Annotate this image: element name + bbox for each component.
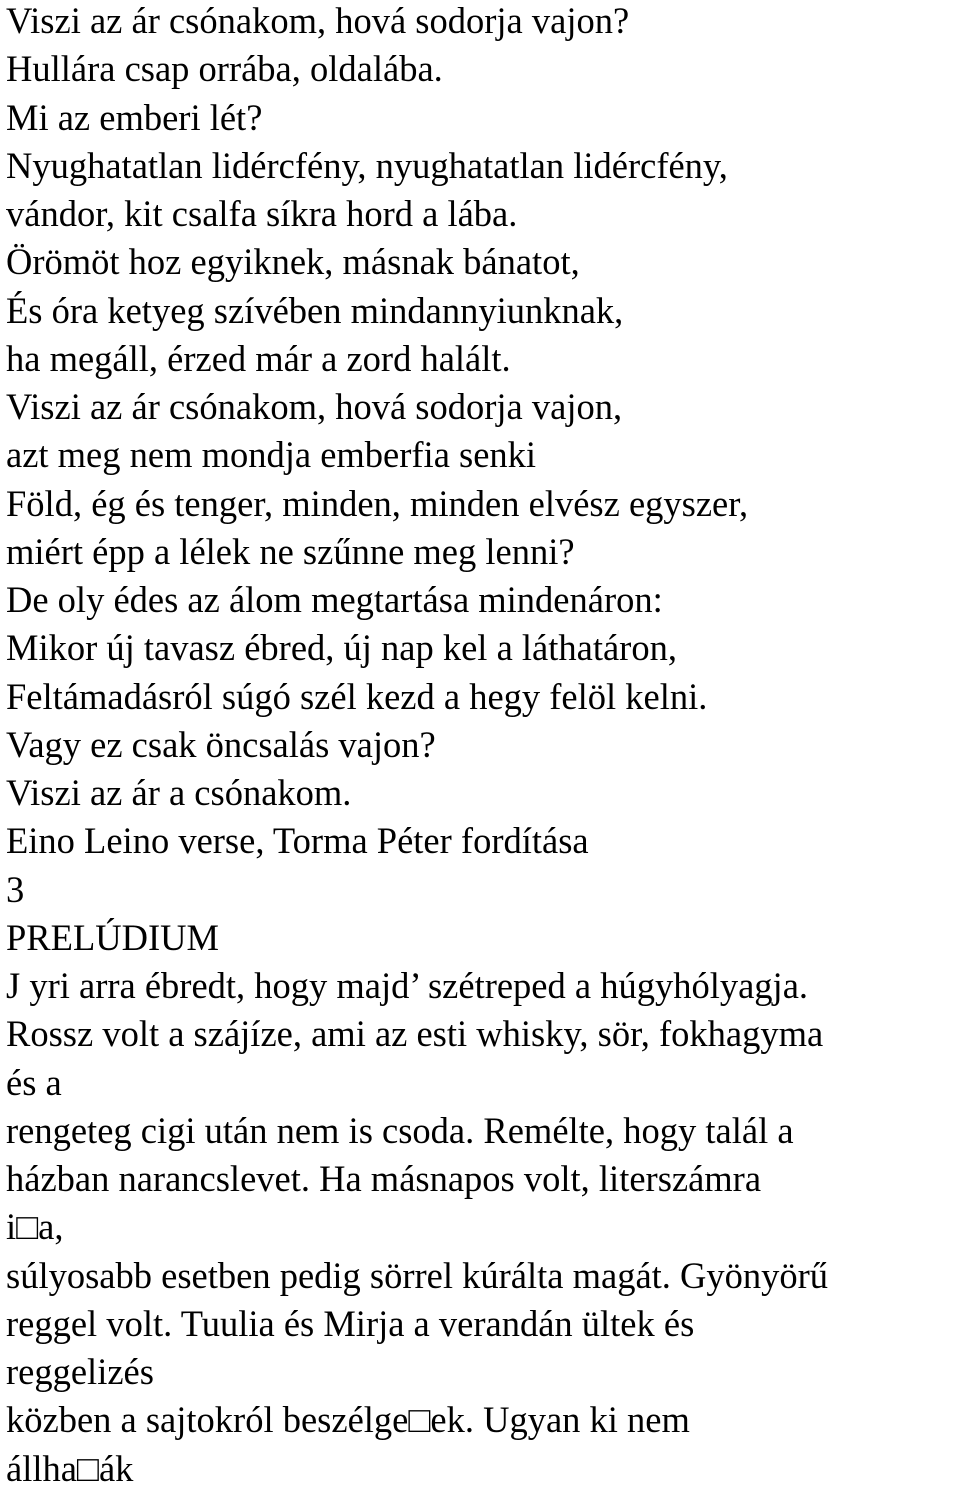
text-line: Hullára csap orrába, oldalába. [6, 48, 443, 90]
text-line: Viszi az ár csónakom, hová sodorja vajon, [6, 386, 623, 427]
text-line: Örömöt hoz egyiknek, másnak bánatot, [6, 241, 580, 283]
text-line: ha megáll, érzed már a zord halált. [6, 337, 511, 379]
document-page [6, 0, 956, 1493]
text-line: reggelizés [6, 1351, 154, 1392]
text-line: Föld, ég és tenger, minden, minden elvész egyszer, [6, 482, 749, 524]
text-line: De oly édes az álom megtartása mindenáron: [6, 579, 663, 620]
text-line: Eino Leino verse, Torma Péter fordítása [6, 820, 589, 862]
text-line: Feltámadásról súgó szél kezd a hegy felöl kelni. [6, 675, 708, 717]
text-line: Rossz volt a szájíze, ami az esti whisky, sör, fokhagyma [6, 1013, 824, 1055]
text-line: Nyughatatlan lidércfény, nyughatatlan lidércfény, [6, 144, 728, 186]
chapter-heading: PRELÚDIUM [6, 916, 219, 958]
text-line: J yri arra ébredt, hogy majd’ szétreped a húgyhólyagja. [6, 965, 809, 1006]
text-line: vándor, kit csalfa síkra hord a lába. [6, 193, 518, 234]
text-line: állha□ák [6, 1447, 134, 1489]
text-line: rengeteg cigi után nem is csoda. Remélte, hogy talál a [6, 1109, 794, 1151]
page-number: 3 [6, 868, 25, 910]
text-line: i□a, [6, 1206, 64, 1248]
text-line: reggel volt. Tuulia és Mirja a verandán ültek és [6, 1302, 695, 1344]
text-line: Mikor új tavasz ébred, új nap kel a láthatáron, [6, 627, 677, 669]
text-line: miért épp a lélek ne szűnne meg lenni? [6, 530, 575, 572]
text-line: és a [6, 1061, 62, 1103]
text-line: Vagy ez csak öncsalás vajon? [6, 723, 436, 765]
text-line: És óra ketyeg szívében mindannyiunknak, [6, 289, 624, 331]
text-line: Mi az emberi lét? [6, 96, 263, 138]
text-line: Viszi az ár a csónakom. [6, 772, 352, 813]
text-line: Viszi az ár csónakom, hová sodorja vajon? [6, 0, 630, 41]
text-line: házban narancslevet. Ha másnapos volt, literszámra [6, 1158, 762, 1199]
text-line: súlyosabb esetben pedig sörrel kúrálta magát. Gyönyörű [6, 1254, 829, 1296]
text-line: azt meg nem mondja emberfia senki [6, 434, 537, 476]
text-line: közben a sajtokról beszélge□ek. Ugyan ki nem [6, 1399, 690, 1441]
